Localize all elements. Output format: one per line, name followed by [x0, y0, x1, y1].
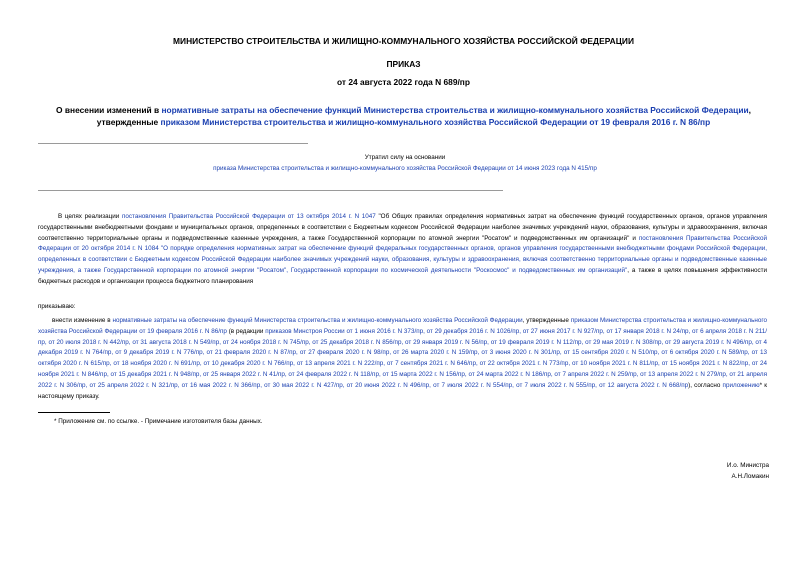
order-text-4: ), согласно	[688, 381, 723, 389]
order-word: приказываю:	[38, 303, 76, 310]
order-text-1: внести изменение в	[52, 317, 113, 324]
preamble-paragraph	[38, 212, 767, 288]
order-link-appendix[interactable]: приложению	[722, 381, 760, 389]
ministry-name: МИНИСТЕРСТВО СТРОИТЕЛЬСТВА И ЖИЛИЩНО-КОММУНАЛЬНОГО ХОЗЯЙСТВА РОССИЙСКОЙ ФЕДЕРАЦИИ	[172, 36, 635, 46]
signature-block	[727, 461, 769, 482]
document-date-number: от 24 августа 2022 года N 689/пр	[337, 77, 470, 87]
signatory-position: И.о. Министра	[726, 462, 769, 469]
order-link-norms[interactable]: нормативные затраты на обеспечение функций Министерства строительства и жилищно-коммунального хозяйства Российской Федерации	[112, 317, 523, 324]
title-text-1: О внесении изменений в	[56, 105, 162, 115]
preamble-link-1047[interactable]: постановления Правительства Российской Федерации от 13 октября 2014 г. N 1047	[121, 213, 376, 220]
order-text-3: (в редакции	[226, 327, 266, 335]
preamble-link-1084[interactable]: постановления Правительства Российской Федерации от 20 октября 2014 г. N 1084 "О порядке определения нормативных затрат на обеспечение функций федеральных государственных органов, органов управления государственными внебюджетными фондами Российской Федерации, определенных в соответствии с Бюджетным кодексом Российской Федерации наиболее значимых учреждений науки, образования, культуры и здравоохранения, включая соответственно территориальные органы и подведомственные казенные учреждения, а также Государственной корпорации по атомной энергии "Росатом", Государственной корпорации по космической деятельности "Роскосмос" и подведомственных им организаций"	[38, 234, 767, 274]
divider-bottom	[38, 190, 503, 191]
order-link-amendments[interactable]: приказов Минстроя России от 1 июня 2016 г. N 373/пр, от 29 декабря 2016 г. N 1026/пр, от 27 июня 2017 г. N 927/пр, от 17 января 2018 г. N 24/пр, от 6 апреля 2018 г. N 211/пр, от 20 июля 2018 г. N 442/пр, от 31 августа 2018 г. N 549/пр, от 24 ноября 2018 г. N 745/пр, от 25 декабря 2018 г. N 856/пр, от 29 января 2019 г. N 56/пр, от 19 февраля 2019 г. N 112/пр, от 29 мая 2019 г. N 308/пр, от 29 августа 2019 г. N 496/пр, от 4 декабря 2019 г. N 764/пр, от 9 декабря 2019 г. N 776/пр, от 21 февраля 2020 г. N 87/пр, от 27 февраля 2020 г. N 98/пр, от 26 марта 2020 г. N 159/пр, от 3 июня 2020 г. N 301/пр, от 15 сентября 2020 г. N 510/пр, от 6 октября 2020 г. N 589/пр, от 13 октября 2020 г. N 615/пр, от 18 ноября 2020 г. N 691/пр, от 10 декабря 2020 г. N 766/пр, от 13 апреля 2021 г. N 222/пр, от 7 сентября 2021 г. N 646/пр, от 22 октября 2021 г. N 773/пр, от 10 ноября 2021 г. N 811/пр, от 15 ноября 2021 г. N 822/пр, от 24 ноября 2021 г. N 846/пр, от 15 декабря 2021 г. N 948/пр, от 25 января 2022 г. N 41/пр, от 24 февраля 2022 г. N 118/пр, от 15 марта 2022 г. N 156/пр, от 24 марта 2022 г. N 186/пр, от 7 апреля 2022 г. N 259/пр, от 13 апреля 2022 г. N 279/пр, от 21 апреля 2022 г. N 306/пр, от 25 апреля 2022 г. N 321/пр, от 16 мая 2022 г. N 366/пр, от 30 мая 2022 г. N 427/пр, от 20 июня 2022 г. N 496/пр, от 7 июля 2022 г. N 554/пр, от 7 июля 2022 г. N 555/пр, от 12 августа 2022 г. N 668/пр	[38, 327, 767, 389]
document-type: ПРИКАЗ	[386, 59, 421, 69]
preamble-text-1: В целях реализации	[58, 213, 122, 220]
title-text-2: , утвержденные	[96, 105, 751, 127]
cancellation-link[interactable]: приказа Министерства строительства и жилищно-коммунального хозяйства Российской Федерации от 14 июня 2023 года N 415/пр	[213, 164, 597, 172]
divider-top	[38, 143, 308, 144]
cancellation-label: Утратил силу на основании	[364, 154, 446, 161]
footnote-divider	[38, 412, 110, 413]
preamble-text-3: , а также в целях повышения эффективности бюджетных расходов и организации процесса бюджетного планирования	[38, 266, 767, 285]
title-link-order[interactable]: приказом Министерства строительства и жилищно-коммунального хозяйства Российской Федерации от 19 февраля 2016 г. N 86/пр	[160, 117, 711, 127]
signatory-name: А.Н.Ломакин	[731, 472, 769, 480]
footnote: * Приложение см. по ссылке. - Примечание изготовителя базы данных.	[54, 418, 263, 425]
order-link-86pr[interactable]: приказом Министерства строительства и жилищно-коммунального хозяйства Российской Федерации от 19 февраля 2016 г. N 86/пр	[38, 317, 767, 335]
order-text-5: * к настоящему приказу.	[38, 381, 767, 400]
document-title	[50, 104, 757, 128]
preamble-text-2: "Об Общих правилах определения нормативных затрат на обеспечение функций государственных органов, органов управления государственными внебюджетными фондами и муниципальных органов, определенных в соответствии с Бюджетным кодексом Российской Федерации наиболее значимых учреждений науки, образования, культуры и здравоохранения, включая соответственно территориальные органы и подведомственные казенные учреждения, а также Государственной корпорации по атомной энергии "Росатом" и подведомственных им организаций" и	[38, 213, 767, 242]
order-paragraph	[38, 316, 767, 402]
title-link-norms[interactable]: нормативные затраты на обеспечение функций Министерства строительства и жилищно-коммунального хозяйства Российской Федерации	[161, 105, 749, 115]
cancellation-note	[200, 153, 610, 174]
order-text-2: , утвержденные	[522, 317, 571, 324]
